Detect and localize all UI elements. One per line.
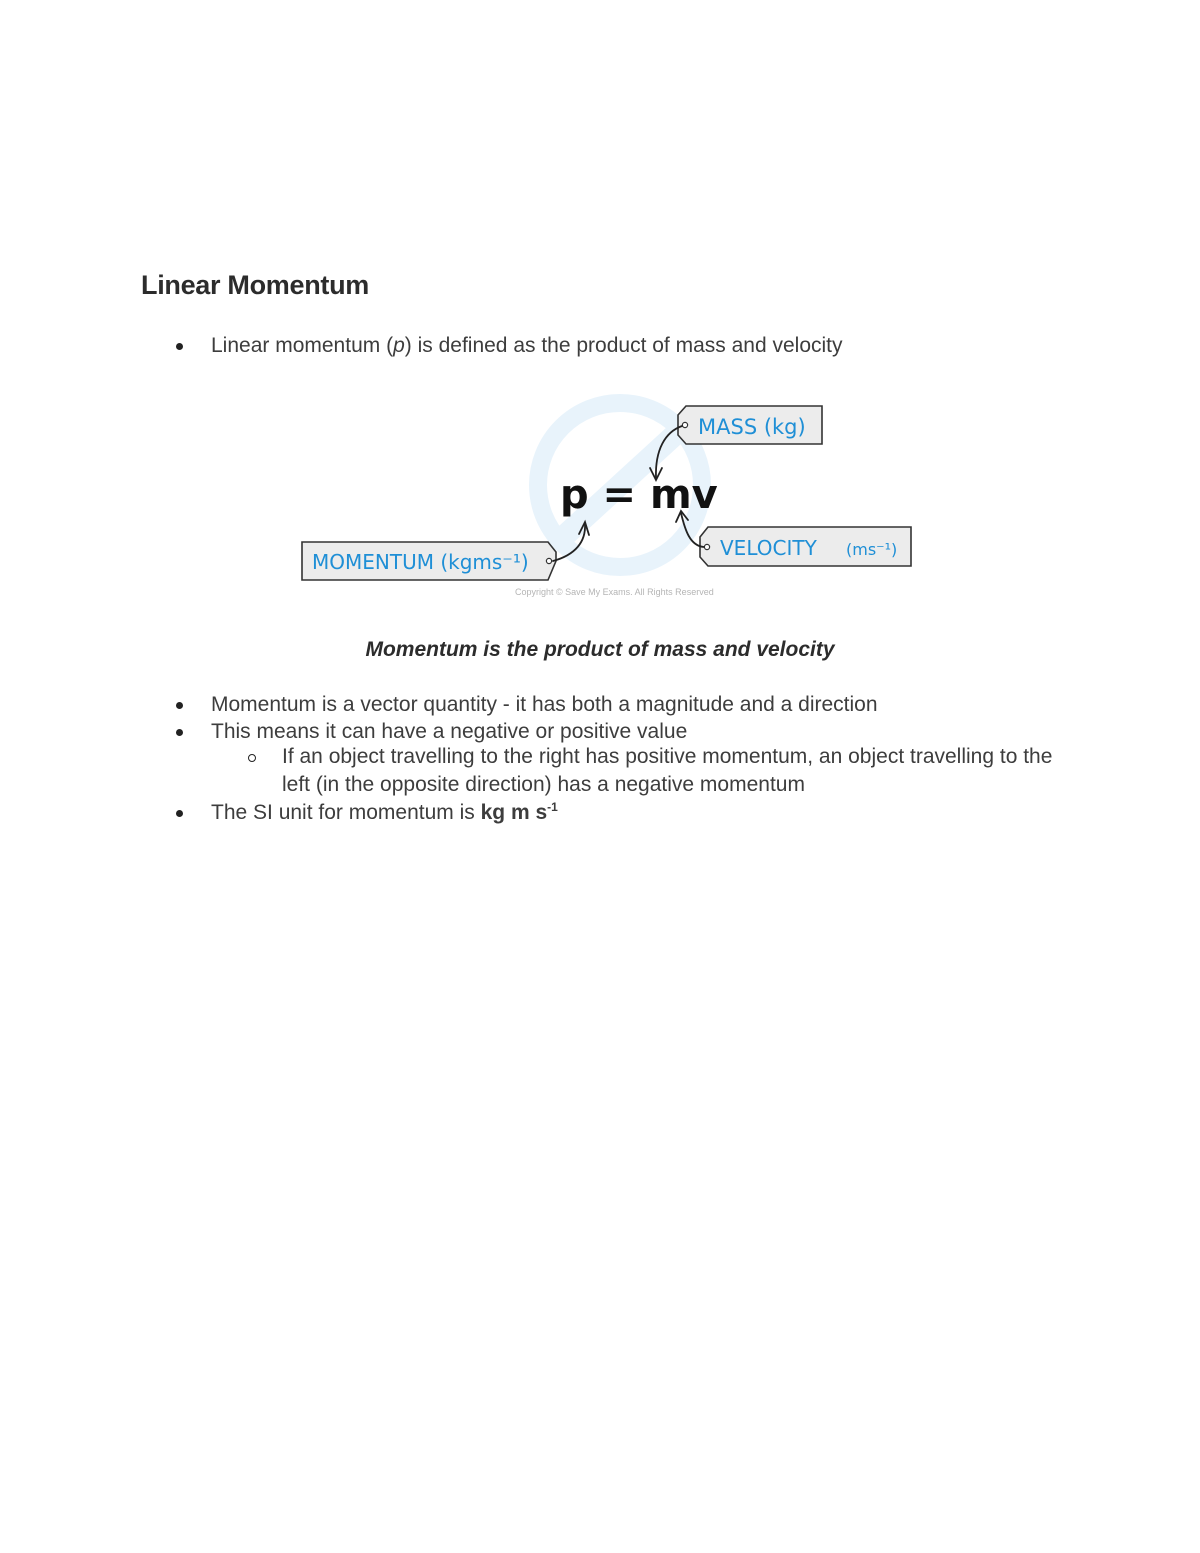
si-unit-value: kg m $s^{-1}$ — [480, 800, 558, 824]
bullet-text: This means it can have a negative or positive value — [211, 720, 688, 743]
mass-tag-label: MASS (kg) — [698, 415, 806, 439]
bullet-icon — [176, 729, 183, 736]
page-title: Linear Momentum — [141, 270, 370, 300]
figure-caption: Momentum is the product of mass and velocity — [365, 638, 835, 661]
momentum-symbol: p — [393, 334, 405, 357]
bullet-icon — [176, 343, 183, 350]
bullet-icon — [176, 702, 183, 709]
sub-bullet-icon — [248, 754, 256, 762]
mass-tag — [678, 406, 822, 444]
momentum-tag-label: MOMENTUM (kgms⁻¹) — [312, 550, 529, 574]
equation-p-mv: p = mv — [560, 472, 718, 518]
definition-text-start: Linear momentum ( — [211, 334, 394, 357]
bullet-icon — [176, 810, 183, 817]
velocity-tag — [700, 527, 911, 566]
si-unit-text: The SI unit for momentum is — [211, 801, 481, 824]
definition-text-end: ) is defined as the product of mass and velocity — [404, 334, 843, 357]
momentum-equation-figure — [290, 390, 930, 610]
velocity-tag-unit: (ms⁻¹) — [846, 540, 898, 559]
velocity-tag-label: VELOCITY — [720, 536, 817, 560]
copyright-text: Copyright © Save My Exams. All Rights Reserved — [515, 587, 714, 597]
sub-bullet-text: If an object travelling to the right has positive momentum, an object travelling to the left (in the opposite direction) has a negative momentum — [282, 745, 1053, 796]
si-unit-exponent: -1 — [547, 800, 558, 814]
bullet-text: Momentum is a vector quantity - it has both a magnitude and a direction — [211, 693, 878, 716]
momentum-tag — [302, 542, 556, 580]
